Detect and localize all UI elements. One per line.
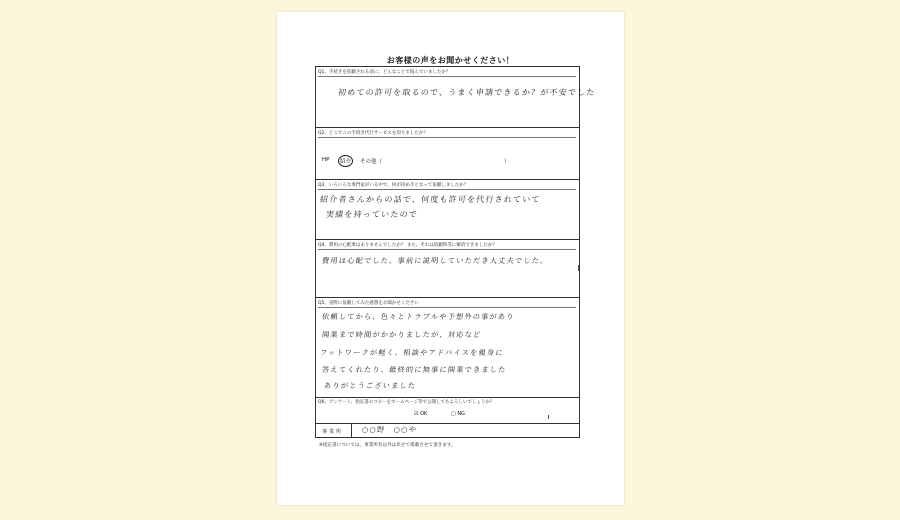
footnote: ※指定書については、事業所名以外は伏せて掲載させて頂きます。 [319, 443, 456, 448]
q5-label: Q5、実際に依頼してみた感想をお聞かせください [318, 300, 576, 308]
q2-option-other: その他（ [360, 159, 383, 165]
q1-label: Q1、手続きを依頼される前に、どんなことで悩んでいましたか？ [318, 69, 576, 77]
q5-answer-line-5: ありがとうございました [323, 381, 417, 390]
divider [316, 127, 579, 128]
survey-sheet [277, 12, 624, 505]
divider [316, 179, 579, 180]
q4-answer: 費用は心配でした。事前に説明していただき大丈夫でした。 [321, 256, 549, 265]
q4-label: Q4、費用の心配事はありませんでしたか？ また、それは依頼時等に解消できましたか？ [318, 242, 576, 250]
form-title: お客様の声をお聞かせください！ [386, 56, 515, 65]
q1-answer: 初めての許可を取るので、うまく申請できるか？が不安でした [337, 88, 596, 97]
q2-option-hp: HP [322, 157, 330, 163]
q5-answer-line-3: フットワークが軽く、相談やアドバイスを親身に [319, 348, 505, 357]
q5-answer-line-1: 依頼してから、色々とトラブルや予想外の事があり [321, 312, 516, 321]
divider [351, 423, 352, 437]
divider [316, 397, 579, 398]
divider [316, 423, 579, 424]
q6-option-ok: ☑ OK [414, 411, 428, 417]
q2-option-intro: 紹介 [340, 159, 352, 165]
q2-option-other-close: ） [504, 159, 510, 165]
q3-label: Q3、いろいろな専門家がいる中で、何が決め手となって依頼しましたか？ [318, 182, 576, 190]
q3-answer-line-1: 紹介者さんからの話で、何度も許可を代行されていて [319, 195, 542, 204]
q2-label: Q2、どこでこの手続き代行サービスを知りましたか？ [318, 130, 576, 138]
q6-label: Q6、アンケート、指定書のコピーをホームページ等で公開してもよろしいでしょうか？ [318, 400, 495, 405]
q3-answer-line-2: 実績を持っていたので [325, 210, 419, 219]
divider [316, 239, 579, 240]
q6-option-ng: □ NG [451, 411, 465, 417]
office-value: ○○野 ○○や [361, 425, 418, 434]
scan-speck [578, 265, 579, 271]
survey-form [315, 66, 596, 438]
divider [316, 297, 579, 298]
office-label: 事業所 [322, 429, 344, 435]
q5-answer-line-2: 開業まで時間がかかりましたが、対応など [321, 330, 482, 339]
q5-answer-line-4: 答えてくれたり、最終的に無事に開業できました [321, 365, 508, 374]
scan-speck [548, 415, 549, 419]
